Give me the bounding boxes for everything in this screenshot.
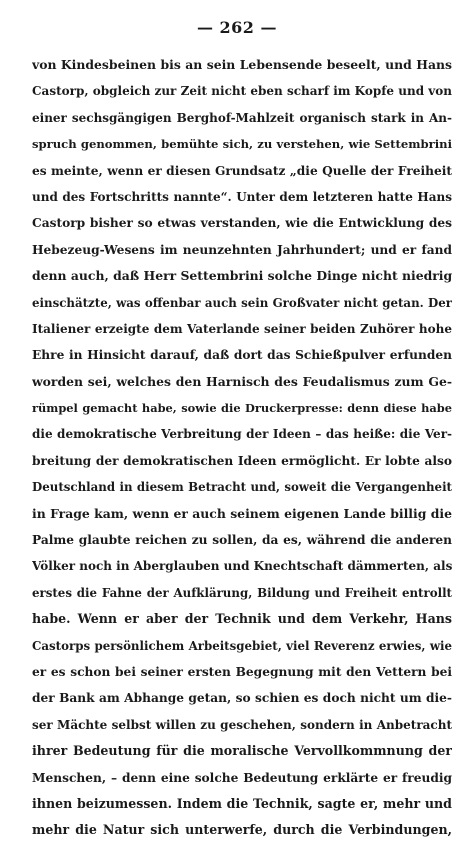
page-number: — 262 — [196, 18, 278, 37]
text-line: es meinte, wenn er diesen Grundsatz „die Quelle der Freiheit [32, 163, 452, 178]
text-line: und des Fortschritts nannte“. Unter dem letzteren hatte Hans [32, 189, 452, 204]
text-line: erstes die Fahne der Aufklärung, Bildung und Freiheit entrollt [32, 585, 452, 600]
text-line: Ehre in Hinsicht darauf, daß dort das Schießpulver erfunden [32, 348, 452, 363]
text-line: rümpel gemacht habe, sowie die Druckerpresse: denn diese habe [32, 401, 452, 416]
text-line: Hebezeug-Wesens im neunzehnten Jahrhundert; und er fand [32, 242, 452, 257]
text-line: einer sechsgängigen Berghof-Mahlzeit organisch stark in An- [32, 110, 452, 125]
text-line: Castorps persönlichem Arbeitsgebiet, viel Reverenz erwies, wie [32, 638, 452, 653]
text-line: Italiener erzeigte dem Vaterlande seiner beiden Zuhörer hohe [32, 321, 452, 336]
text-line: ihrer Bedeutung für die moralische Vervollkommnung der [32, 743, 452, 759]
text-line: worden sei, welches den Harnisch des Feudalismus zum Ge- [32, 373, 452, 389]
text-line: habe. Wenn er aber der Technik und dem Verkehr, Hans [32, 611, 452, 627]
text-line: ser Mächte selbst willen zu geschehen, sondern in Anbetracht [32, 717, 452, 732]
text-line: ihnen beizumessen. Indem die Technik, sagte er, mehr und [32, 795, 452, 811]
text-line: in Frage kam, wenn er auch seinem eigenen Lande billig die [32, 505, 452, 521]
text-line: Völker noch in Aberglauben und Knechtschaft dämmerten, als [32, 559, 452, 574]
text-line: einschätzte, was offenbar auch sein Großvater nicht getan. Der [32, 295, 452, 310]
text-line: denn auch, daß Herr Settembrini solche Dinge nicht niedrig [32, 268, 452, 284]
text-line: Deutschland in diesem Betracht und, soweit die Vergangenheit [32, 480, 452, 495]
text-line: Palme glaubte reichen zu sollen, da es, während die anderen [32, 533, 452, 548]
text-line: von Kindesbeinen bis an sein Lebensende beseelt, und Hans [32, 57, 452, 72]
text-line: er es schon bei seiner ersten Begegnung mit den Vettern bei [32, 664, 452, 679]
text-line: Castorp bisher so etwas verstanden, wie die Entwicklung des [32, 216, 452, 231]
text-line: mehr die Natur sich unterwerfe, durch die Verbindungen, [32, 822, 452, 838]
text-line: spruch genommen, bemühte sich, zu verstehen, wie Settembrini [32, 137, 452, 152]
text-line: Castorp, obgleich zur Zeit nicht eben scharf im Kopfe und von [32, 84, 452, 99]
text-line: der Bank am Abhange getan, so schien es doch nicht um die- [32, 691, 452, 706]
text-line: breitung der demokratischen Ideen ermöglicht. Er lobte also [32, 453, 452, 468]
text-line: die demokratische Verbreitung der Ideen – das heiße: die Ver- [32, 427, 452, 442]
text-line: Menschen, – denn eine solche Bedeutung erklärte er freudig [32, 770, 452, 785]
body-text [32, 52, 452, 844]
